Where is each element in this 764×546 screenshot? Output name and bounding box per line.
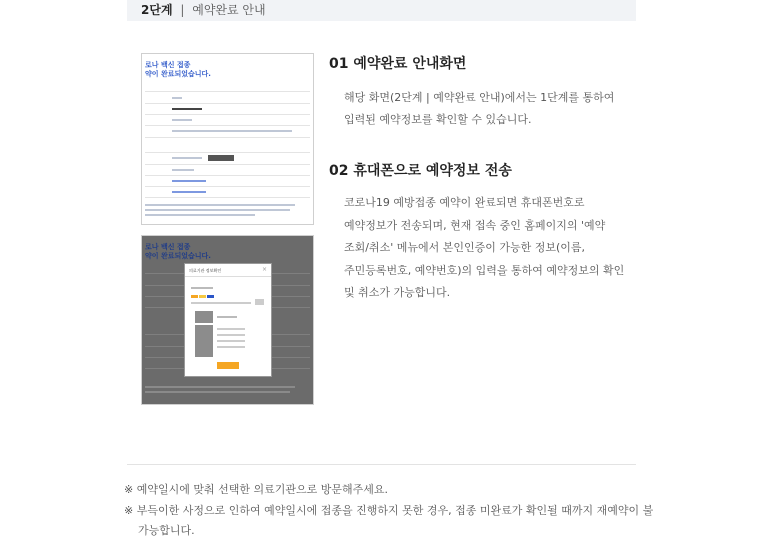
screenshot-link: [172, 180, 206, 182]
close-icon: ×: [261, 266, 267, 273]
screenshot-link: [172, 191, 206, 193]
step-separator: |: [180, 3, 185, 17]
screenshot-divider: [145, 91, 310, 92]
step-label: 2단계: [141, 3, 173, 17]
step-title: 예약완료 안내: [192, 3, 266, 17]
modal-label-box: [195, 325, 213, 357]
modal-field: [217, 316, 237, 318]
institution-info-modal: [184, 263, 272, 377]
modal-tag: [191, 295, 198, 298]
screenshot-button: [208, 155, 234, 161]
screenshot-note: [145, 209, 290, 211]
modal-label-box: [195, 311, 213, 323]
screenshot-divider: [145, 114, 310, 115]
screenshot-note: [145, 214, 255, 216]
section2-line-4: 주민등록번호, 예약번호)의 입력을 통하여 예약정보의 확인: [344, 264, 625, 277]
screenshot-divider: [145, 103, 310, 104]
modal-tag: [207, 295, 214, 298]
section1-line-2: 입력된 예약정보를 확인할 수 있습니다.: [344, 113, 532, 126]
section1-title: 01 예약완료 안내화면: [329, 56, 467, 72]
modal-field: [217, 340, 245, 342]
modal-divider: [185, 276, 271, 277]
screenshot-field: [172, 130, 292, 132]
note-rebooking-cont: 가능합니다.: [138, 524, 195, 537]
screenshot-divider: [145, 152, 310, 153]
note-visit: ※ 예약일시에 맞춰 선택한 의료기관으로 방문해주세요.: [124, 483, 388, 496]
notes-divider: [127, 464, 636, 465]
screenshot-divider: [145, 125, 310, 126]
screenshot-note: [145, 391, 290, 393]
modal-field: [191, 302, 251, 304]
reservation-complete-screenshot: [141, 53, 314, 225]
modal-field: [217, 328, 245, 330]
screenshot-note: [145, 204, 295, 206]
screenshot-divider: [145, 137, 310, 138]
screenshot-headline-2: 약이 완료되었습니다.: [145, 252, 211, 260]
modal-field: [191, 287, 213, 289]
screenshot-field: [172, 108, 202, 110]
screenshot-field: [172, 119, 192, 121]
screenshot-divider: [145, 186, 310, 187]
screenshot-divider: [145, 197, 310, 198]
screenshot-headline-1: 로나 백신 접종: [145, 243, 191, 251]
section2-title: 02 휴대폰으로 예약정보 전송: [329, 163, 512, 179]
screenshot-field: [172, 97, 182, 99]
screenshot-headline-1: 로나 백신 접종: [145, 61, 191, 69]
step-header: [127, 0, 636, 21]
screenshot-divider: [145, 164, 310, 165]
modal-field: [217, 346, 245, 348]
section1-line-1: 해당 화면(2단계 | 예약완료 안내)에서는 1단계를 통하여: [344, 91, 615, 104]
screenshot-field: [172, 157, 202, 159]
section2-line-1: 코로나19 예방접종 예약이 완료되면 휴대폰번호로: [344, 196, 585, 209]
modal-field: [217, 334, 245, 336]
screenshot-headline-2: 약이 완료되었습니다.: [145, 70, 211, 78]
note-rebooking: ※ 부득이한 사정으로 인하여 예약일시에 접종을 진행하지 못한 경우, 접종 미완료가 확인될 때까지 재예약이 불: [124, 504, 654, 517]
modal-tag: [199, 295, 206, 298]
section2-line-3: 조회/취소' 메뉴에서 본인인증이 가능한 정보(이름,: [344, 241, 586, 254]
modal-title: 의료기관 정보확인: [189, 268, 222, 273]
screenshot-divider: [145, 175, 310, 176]
section2-line-2: 예약정보가 전송되며, 현재 접속 중인 홈페이지의 '예약: [344, 219, 606, 232]
modal-confirm-button: [217, 362, 239, 369]
modal-small-button: [255, 299, 264, 305]
institution-modal-screenshot: [141, 235, 314, 405]
screenshot-field: [172, 169, 194, 171]
screenshot-note: [145, 386, 295, 388]
section2-line-5: 및 취소가 가능합니다.: [344, 286, 451, 299]
